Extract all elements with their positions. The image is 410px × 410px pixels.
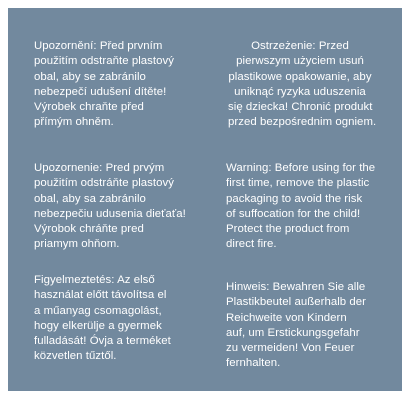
warning-text-hungarian: Figyelmeztetés: Az első használat előtt távolítsa el a műanyag csomagolást, hogy elkerülje a gyermek fulladását! Óvja a terméket közvetlen tűztől. (34, 274, 171, 363)
warning-text-slovak: Upozornenie: Pred prvým použitím odstráňte plastový obal, aby sa zabránilo nebezpečiu udusenia dieťaťa! Výrobok chráňte pred priamym ohňom. (34, 162, 186, 251)
warning-text-polish: Ostrzeżenie: Przed pierwszym użyciem usuń plastikowe opakowanie, aby uniknąć ryzyka uduszenia się dziecka! Chronić produkt przed bezpośrednim ogniem. (228, 40, 377, 129)
warning-text-german: Hinweis: Bewahren Sie alle Plastikbeutel außerhalb der Reichweite von Kindern auf, um Erstickungsgefahr zu vermeiden! Von Feuer fernhalten. (226, 281, 367, 370)
warning-text-english: Warning: Before using for the first time, remove the plastic packaging to avoid the risk of suffocation for the child! Protect the product from direct fire. (226, 162, 376, 251)
warning-text-czech: Upozornění: Před prvním použitím odstraňte plastový obal, aby se zabránilo nebezpečí udušení dítěte! Výrobek chraňte před přímým ohněm. (34, 40, 175, 129)
